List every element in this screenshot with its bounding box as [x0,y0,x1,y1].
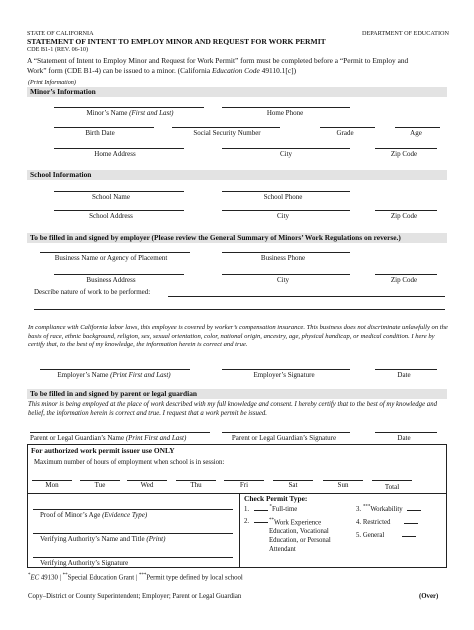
day-label-wed: Wed [140,481,154,489]
business-phone-field[interactable] [222,252,350,253]
intro-text: A “Statement of Intent to Employ Minor and Request for Work Permit” form must be completed before a “Permit to Employ and Work” form (CDE B1-4) can be issued to a minor. (California Education Code 49110.1[c]) [27,56,409,75]
describe-work-field-2[interactable] [34,309,445,310]
business-name-label: Business Name or Agency of Placement [54,254,168,262]
check-permit-label: Check Permit Type: [244,494,308,503]
ssn-field[interactable] [172,127,280,128]
minor-zip-label: Zip Code [390,150,418,158]
checkbox-line[interactable] [404,517,418,524]
guardian-date-field[interactable] [375,432,437,433]
state-label: STATE OF CALIFORNIA [27,30,94,37]
describe-work-field-1[interactable] [168,296,445,297]
guardian-statement: This minor is being employed at the place of work described with my full knowledge and consent. I hereby certify that to the best of my knowledge and belief, the information herein is correct and true. I request that a work permit be issued. [28,401,437,417]
minor-city-label: City [279,150,293,158]
home-phone-label: Home Phone [266,109,304,117]
birth-date-label: Birth Date [85,129,115,137]
school-city-label: City [276,212,290,220]
footnotes: *EC 49130 | **Special Education Grant | ***Permit type defined by local school [28,573,243,582]
copy-distribution: Copy–District or County Superintendent; Employer; Parent or Legal Guardian [28,593,242,600]
employer-name-field[interactable] [40,369,190,370]
guardian-name-label: Parent or Legal Guardian’s Name (Print First and Last) [30,434,187,442]
hours-field-total[interactable] [372,480,412,481]
birth-date-field[interactable] [54,127,154,128]
employer-signature-field[interactable] [222,369,350,370]
form-id: CDE B1-1 (REV. 06-10) [27,46,89,53]
school-phone-label: School Phone [263,193,303,201]
grade-label: Grade [336,129,354,137]
guardian-signature-label: Parent or Legal Guardian’s Signature [231,434,337,442]
department-label: DEPARTMENT OF EDUCATION [362,30,449,37]
checkbox-line[interactable] [407,504,421,511]
business-name-field[interactable] [40,252,190,253]
age-field[interactable] [395,127,440,128]
permit-type-3[interactable]: 3. ***Workability [356,504,421,513]
day-label-sat: Sat [288,481,298,489]
permit-type-4[interactable]: 4. Restricted [356,517,418,526]
school-zip-field[interactable] [375,210,437,211]
proof-age-field[interactable] [33,509,233,510]
day-label-fri: Fri [239,481,249,489]
issuer-divider [27,493,447,494]
employer-date-field[interactable] [375,369,437,370]
grade-field[interactable] [320,127,375,128]
max-hours-label: Maximum number of hours of employment when school is in session: [34,459,225,466]
school-address-label: School Address [89,212,133,220]
guardian-section-heading: To be filled in and signed by parent or legal guardian [27,389,447,399]
issuer-vertical-divider [239,493,240,568]
guardian-name-field[interactable] [30,432,210,433]
school-address-field[interactable] [54,210,184,211]
minor-city-field[interactable] [222,148,350,149]
checkbox-line[interactable] [254,516,268,523]
home-phone-field[interactable] [222,107,350,108]
business-phone-label: Business Phone [260,254,306,262]
ssn-label: Social Security Number [193,129,261,137]
permit-type-1[interactable]: 1. *Full-time [244,504,298,513]
business-zip-label: Zip Code [390,276,418,284]
checkbox-line[interactable] [402,530,416,537]
day-label-thu: Thu [190,481,202,489]
business-zip-field[interactable] [375,274,437,275]
school-section-heading: School Information [27,170,447,180]
day-label-total: Total [384,483,400,491]
minor-name-label: Minor’s Name (First and Last) [86,109,174,117]
compliance-statement: In compliance with California labor laws, this employee is covered by worker’s compensation insurance. This business does not discriminate unlawfully on the basis of race, ethnic background, religion, sex, sexual orientation, color, national origin, ancestry, age, physical handicap, or medical condition. I here by certify that, to the best of my knowledge, the information herein is correct and true. [28,324,448,349]
employer-signature-label: Employer’s Signature [253,371,315,379]
checkbox-line[interactable] [254,504,268,511]
permit-type-2[interactable]: 2. [244,516,344,525]
day-label-sun: Sun [337,481,349,489]
day-label-mon: Mon [45,481,59,489]
verify-name-field[interactable] [33,533,233,534]
permit-type-2-label: **Work Experience Education, Vocational Education, or Personal Attendant [269,518,331,554]
permit-type-5[interactable]: 5. General [356,530,416,539]
form-title: STATEMENT OF INTENT TO EMPLOY MINOR AND REQUEST FOR WORK PERMIT [27,37,326,46]
home-address-field[interactable] [54,148,184,149]
verify-signature-label: Verifying Authority’s Signature [40,559,129,567]
school-name-field[interactable] [54,191,184,192]
minor-name-field[interactable] [54,107,204,108]
guardian-date-label: Date [397,434,411,442]
business-address-label: Business Address [86,276,136,284]
verify-name-label: Verifying Authority’s Name and Title (Print) [40,535,166,543]
school-zip-label: Zip Code [390,212,418,220]
verify-signature-field[interactable] [33,557,233,558]
print-info-note: (Print Information) [28,79,76,86]
employer-name-label: Employer’s Name (Print First and Last) [57,371,171,379]
over-indicator: (Over) [419,593,439,600]
minor-zip-field[interactable] [375,148,437,149]
employer-section-heading: To be filled in and signed by employer (Please review the General Summary of Minors’ Work Regulations on reverse.) [27,233,447,243]
day-label-tue: Tue [94,481,106,489]
business-city-label: City [276,276,290,284]
describe-work-label: Describe nature of work to be performed: [34,288,151,296]
home-address-label: Home Address [94,150,136,158]
school-name-label: School Name [92,193,130,201]
proof-age-label: Proof of Minor’s Age (Evidence Type) [40,511,148,519]
employer-date-label: Date [397,371,411,379]
school-city-field[interactable] [222,210,350,211]
school-phone-field[interactable] [222,191,350,192]
business-city-field[interactable] [222,274,350,275]
age-label: Age [410,129,422,137]
business-address-field[interactable] [54,274,184,275]
guardian-signature-field[interactable] [222,432,350,433]
issuer-heading: For authorized work permit issuer use ONLY [31,446,175,455]
minor-section-heading: Minor’s Information [27,87,447,97]
